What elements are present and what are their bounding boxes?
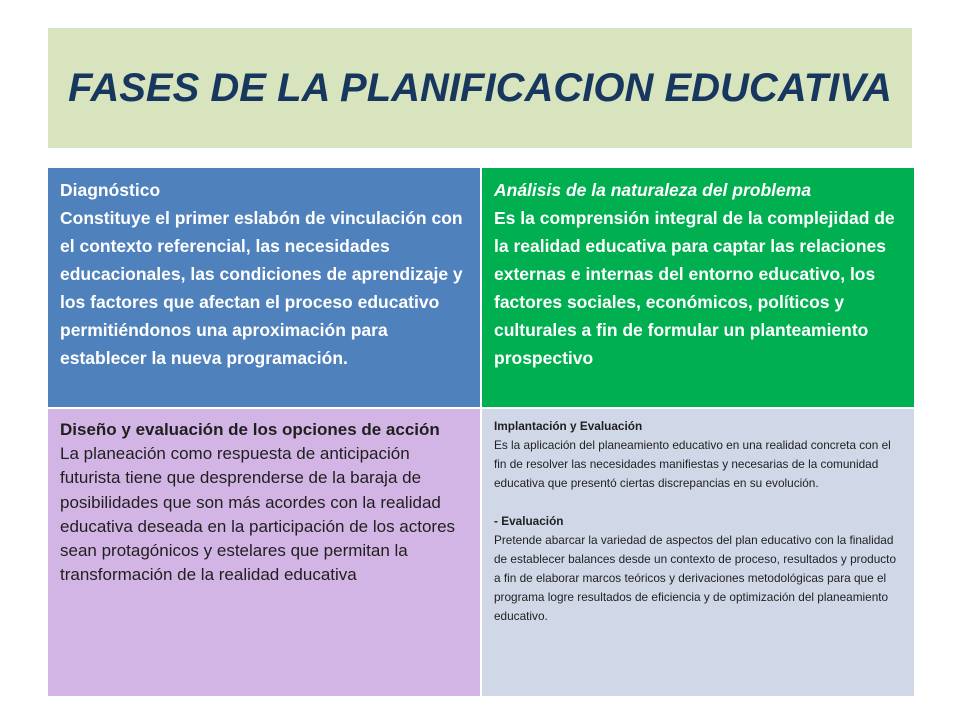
page-title: FASES DE LA PLANIFICACION EDUCATIVA — [68, 65, 892, 110]
title-band — [48, 28, 912, 148]
diseno-body: La planeación como respuesta de anticipación futurista tiene que desprenderse de la baraja de posibilidades que son más acordes con la realidad educativa deseada en la participación de los actores sean protagónicos y estelares que permitan la transformación de la realidad educativa — [60, 444, 456, 585]
diagnostico-body: Constituye el primer eslabón de vinculación con el contexto referencial, las necesidades educacionales, las condiciones de aprendizaje y los factores que afectan el proceso educativo permitiéndonos una aproximación para establecer la nueva programación. — [60, 208, 463, 368]
cell-diseno — [48, 409, 480, 696]
implantacion-body: Es la aplicación del planeamiento educativo en una realidad concreta con el fin de resolver las necesidades manifiestas y necesarias de la comunidad educativa que presentó ciertas discrepancias en su evolución. — [494, 438, 891, 490]
spacer — [494, 493, 902, 512]
evaluacion-body: Pretende abarcar la variedad de aspectos del plan educativo con la finalidad de establecer balances desde un contexto de proceso, resultados y producto a fin de elaborar marcos teóricos y derivaciones metodológicas para que el programa logre resultados de eficiencia y de optimización del planeamiento educativo. — [494, 533, 897, 623]
cell-analisis — [482, 168, 914, 407]
evaluacion-heading: - Evaluación — [494, 514, 564, 528]
implantacion-heading: Implantación y Evaluación — [494, 419, 643, 433]
analisis-body: Es la comprensión integral de la complejidad de la realidad educativa para captar las relaciones externas e internas del entorno educativo, los factores sociales, económicos, políticos y culturales a fin de formular un planteamiento prospectivo — [494, 208, 895, 368]
diseno-heading: Diseño y evaluación de los opciones de acción — [60, 420, 440, 439]
diagnostico-heading: Diagnóstico — [60, 180, 161, 200]
phases-table — [48, 168, 914, 696]
cell-implantacion — [482, 409, 914, 696]
cell-diagnostico — [48, 168, 480, 407]
analisis-heading: Análisis de la naturaleza del problema — [494, 180, 812, 200]
